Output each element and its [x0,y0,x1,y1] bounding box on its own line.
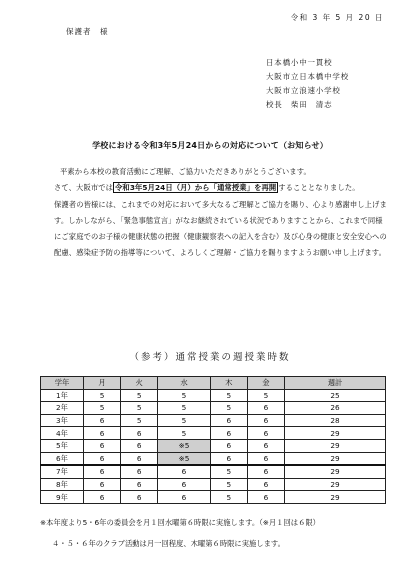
cell: 6 [84,465,121,478]
cell: 6 [247,452,284,465]
cell-total: 28 [285,414,386,427]
cell: 6 [247,465,284,478]
cell-total: 29 [285,439,386,452]
table-row [41,414,386,427]
note-club: ４・５・６年のクラブ活動は月一回程度、木曜第６時限に実施します。 [52,539,285,548]
cell: 5 [247,389,284,402]
cell: 6 [210,427,247,440]
note-committee: ※本年度より5・6年の委員会を月１回水曜第６時限に実施します。（※月１回は６限） [40,518,320,527]
cell-total: 29 [285,491,386,504]
cell-grade: 4年 [41,427,84,440]
cell-grade: 6年 [41,452,84,465]
cell: 6 [247,414,284,427]
header-total: 週計 [285,377,386,390]
header-thu: 木 [210,377,247,390]
cell: 6 [158,491,211,504]
cell: 6 [121,427,158,440]
cell: 5 [210,478,247,491]
sender-junior-high: 大阪市立日本橋中学校 [266,72,349,81]
announcement-post: することとなりました。 [278,183,360,192]
cell-grade: 8年 [41,478,84,491]
sender-elementary: 大阪市立浪速小学校 [266,86,341,95]
table-title: （参考）通常授業の週授業時数 [129,352,291,363]
cell: 5 [158,402,211,415]
cell-grade: 9年 [41,491,84,504]
cell: 6 [84,439,121,452]
cell: 5 [121,389,158,402]
cell-total: 25 [285,389,386,402]
header-wed: 水 [158,377,211,390]
table-row [41,491,386,504]
cell: 6 [158,478,211,491]
cell-total: 29 [285,427,386,440]
cell: 6 [247,478,284,491]
cell-total: 29 [285,465,386,478]
paragraph-greeting: 平素から本校の教育活動にご理解、ご協力いただきありがとうございます。 [60,167,311,176]
cell: 5 [210,491,247,504]
cell: 5 [121,402,158,415]
cell: 5 [158,414,211,427]
cell: 6 [210,439,247,452]
cell: 6 [121,452,158,465]
cell: 6 [121,465,158,478]
cell-grade: 1年 [41,389,84,402]
header-fri: 金 [247,377,284,390]
cell: 6 [247,491,284,504]
sender-school: 日本橋小中一貫校 [266,58,333,67]
cell: 6 [121,478,158,491]
document-date: 令和 3 年 5 月 20 日 [290,13,384,22]
cell: 5 [84,402,121,415]
table-row [41,452,386,465]
header-grade: 学年 [41,377,84,390]
announcement-highlight: 令和3年5月24日（月）から「通常授業」を再開 [115,183,277,192]
paragraph-request: 保護者の皆様には、これまでの対応において多大なるご理解とご協力を賜り、心より感謝申し上げます。しかしながら、「緊急事態宣言」がなお継続されている状況でありますことから、これまで同様にご家庭でのお子様の健康状態の把握（健康観察表への記入を含む）及び心身の健康と安全安心への配慮、感染症予防の指導等について、よろしくご理解・ご協力を賜りますようお願い申し上げます。 [54,200,387,257]
cell-total: 26 [285,402,386,415]
recipient: 保護者 様 [66,27,109,36]
table-row [41,389,386,402]
cell: 5 [210,465,247,478]
cell: 6 [210,452,247,465]
document-title: 学校における令和3年5月24日からの対応について（お知らせ） [92,141,328,150]
cell: 5 [121,414,158,427]
cell: 6 [84,427,121,440]
paragraph-announcement [54,183,384,193]
cell: 6 [247,439,284,452]
sender-principal: 校長 柴田 清志 [266,100,333,109]
weekly-hours-table [40,376,386,504]
cell: 6 [158,465,211,478]
header-tue: 火 [121,377,158,390]
cell: 6 [247,402,284,415]
cell: 6 [247,427,284,440]
cell-committee: ※5 [158,452,211,465]
cell: 5 [158,427,211,440]
cell-grade: 5年 [41,439,84,452]
cell: 6 [84,452,121,465]
table-row [41,427,386,440]
table-row [41,439,386,452]
cell-grade: 2年 [41,402,84,415]
cell: 5 [158,389,211,402]
cell-grade: 3年 [41,414,84,427]
cell: 6 [210,414,247,427]
table-row [41,478,386,491]
announcement-pre: さて、大阪市では [54,183,114,192]
cell: 6 [121,491,158,504]
cell: 6 [84,478,121,491]
cell-total: 29 [285,452,386,465]
header-mon: 月 [84,377,121,390]
cell-total: 29 [285,478,386,491]
table-header-row [41,377,386,390]
cell: 6 [84,414,121,427]
cell-committee: ※5 [158,439,211,452]
cell: 6 [121,439,158,452]
cell: 5 [84,389,121,402]
cell: 5 [210,402,247,415]
table-row [41,465,386,478]
cell-grade: 7年 [41,465,84,478]
cell: 5 [210,389,247,402]
table-row [41,402,386,415]
cell: 6 [84,491,121,504]
